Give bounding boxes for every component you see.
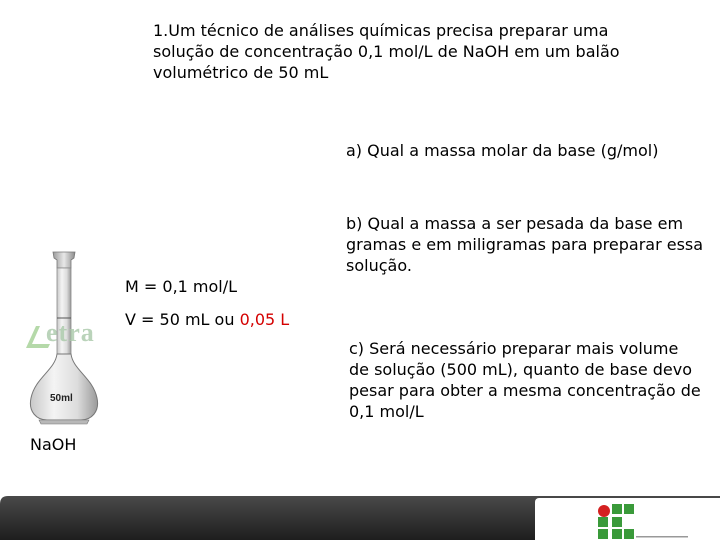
question-c-line-2: de solução (500 mL), quanto de base devo bbox=[349, 360, 693, 379]
question-a: a) Qual a massa molar da base (g/mol) bbox=[346, 141, 659, 160]
question-b-line-1: b) Qual a massa a ser pesada da base em bbox=[346, 214, 684, 233]
institution-logo-icon bbox=[535, 498, 720, 540]
problem-line-1: 1.Um técnico de análises químicas precisa preparar uma bbox=[153, 21, 609, 40]
watermark-logo bbox=[22, 318, 112, 358]
watermark-text: etra bbox=[46, 318, 95, 347]
given-volume bbox=[125, 309, 289, 330]
question-c-line-4: 0,1 mol/L bbox=[349, 402, 424, 421]
problem-line-3: volumétrico de 50 mL bbox=[153, 63, 329, 82]
given-concentration: M = 0,1 mol/L bbox=[125, 277, 238, 296]
question-c bbox=[349, 338, 714, 422]
question-b bbox=[346, 213, 711, 276]
problem-line-2: solução de concentração 0,1 mol/L de NaOH em um balão bbox=[153, 42, 620, 61]
given-volume-text: V = 50 mL ou bbox=[125, 310, 240, 329]
problem-statement bbox=[153, 20, 673, 83]
footer-logo-panel bbox=[535, 498, 720, 540]
given-volume-liters: 0,05 L bbox=[239, 310, 290, 329]
question-b-line-2: gramas e em miligramas para preparar essa bbox=[346, 235, 704, 254]
question-c-line-1: c) Será necessário preparar mais volume bbox=[349, 339, 679, 358]
question-b-line-3: solução. bbox=[346, 256, 412, 275]
figure-caption: NaOH bbox=[30, 435, 77, 454]
question-c-line-3: pesar para obter a mesma concentração de bbox=[349, 381, 701, 400]
flask-volume-label: 50ml bbox=[50, 393, 73, 404]
